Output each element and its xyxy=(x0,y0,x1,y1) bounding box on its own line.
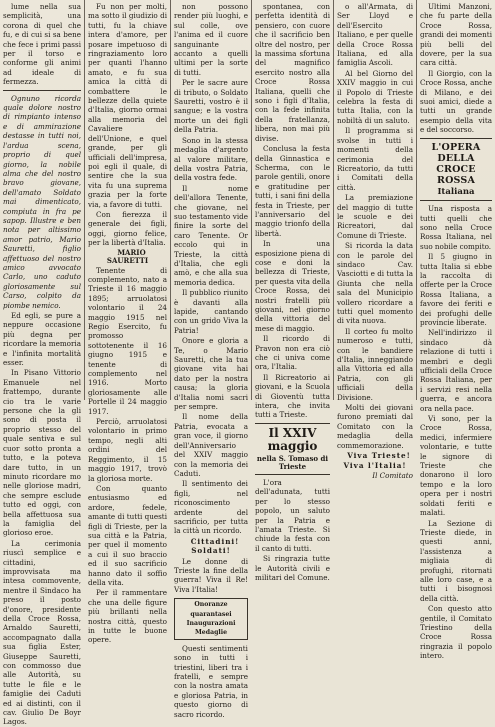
paragraph: Tenente di complemento, nato a Trieste il 16 maggio 1895; arruolatosi volontario il 24 maggio 1915 nel Regio Esercito, fu promosso sottotenente il 16 giugno 1915 e tenente di complemento nel 1916. Morto gloriosamente alle Portelle il 24 maggio 1917. xyxy=(88,265,167,416)
maggio-subheading: nella S. Tomaso di Trieste xyxy=(256,453,329,471)
divider xyxy=(420,138,492,139)
paragraph: Perciò, arruolatosi volontario in primo tempo, negli alti ordini del Reggimento, il 15 maggio 1917, trovò la gloriosa morte. xyxy=(88,417,167,483)
paragraph: Nell'indirizzo il sindaco dà relazione di tutti i membri e degli ufficiali della Croce Rossa Italiana, per i servizi resi nella guerra, e ancora ora nella pace. xyxy=(420,328,492,413)
paragraph: Con quanto entusiasmo ed ardore, fedele, amante di tutti questi figli di Trieste, per la sua città e la Patria, per quel il momento a cui il suo braccio ed il suo sacrificio hanno dato il soffio della vita. xyxy=(88,483,167,587)
paragraph: Molti dei giovani furono premiati dal Comitato con la medaglia della commemorazione. xyxy=(337,403,413,450)
article-column-5 xyxy=(334,0,416,480)
paragraph: o all'Armata, di Ser Lloyd e dell'Esercito Italiano, e per quelle della Croce Rossa Italiana, ed alla famiglia Ascoli. xyxy=(337,2,413,68)
paragraph: Vi sono, per la Croce Rossa, medici, infermiere volontarie, e tutte le signore di Trieste che donarono il loro tempo e la loro opera per i nostri soldati feriti e malati. xyxy=(420,414,492,518)
paragraph: Il programma si svolse in tutti i momenti della cerimonia del Ricreatorio, da tutti i Comitati della città. xyxy=(337,126,413,192)
article-column-4 xyxy=(252,0,333,582)
paragraph: Il ricordo di Pravon non era ciò che ci univa come ora, l'Italia. xyxy=(255,334,330,372)
croce-rossa-subheading: Italiana xyxy=(437,186,475,197)
paragraph: Al bel Giorno del XXIV maggio in cui il Popolo di Trieste celebra la festa di tutta Italia, con la nobiltà di un saluto. xyxy=(337,68,413,125)
divider xyxy=(255,423,330,424)
paragraph: La Sezione di Trieste diede, in questi anni, l'assistenza a migliaia di profughi, ritornati alle loro case, e a tutti i bisognosi della città. xyxy=(420,518,492,603)
paragraph: La premiazione del maggio di tutte le scuole e dei Ricreatori, dal Comune di Trieste. xyxy=(337,193,413,240)
paragraph: Onore e gloria a Te, o Mario Sauretti, che la tua giovane vita hai dato per la nostra causa; la gloria d'Italia nomi sacri per sempre. xyxy=(174,336,248,412)
paragraph: Il nome dell'allora Tenente, che giovane, nel suo testamento vide finire la sorte del caro Tenente. Or eccolo qui in Trieste, la città d'Italia, che egli amò, e che alla sua memoria dedica. xyxy=(174,183,248,287)
article-column-2 xyxy=(85,0,170,645)
maggio-heading: Il XXIV maggio xyxy=(267,425,318,453)
paragraph: Il nome della Patria, evocata a gran voce, il giorno dell'Anniversario del XXIV maggio con la memoria dei Caduti. xyxy=(174,412,248,478)
article-column-6 xyxy=(417,0,495,661)
paragraph: Questi sentimenti sono in tutti i triestini, liberi tra i fratelli, e sempre con la nostra amata e gloriosa Patria, in questo giorno di sacro ricordo. xyxy=(174,643,248,719)
divider xyxy=(3,90,81,91)
article-column-1 xyxy=(0,0,84,727)
paragraph: Ultimi Manzoni, che fu parte della Croce Rossa, grandi dei momenti più belli del dovere, per la sua cara città. xyxy=(420,2,492,68)
paragraph: Sono in la stessa medaglia d'argento al valore militare, della vostra Patria, della vostra fede. xyxy=(174,135,248,183)
paragraph: Il corteo fu molto numeroso e tutti, con le bandiere d'Italia, inneggiando alla Vittoria ed alla Patria, con gli ufficiali della Divisione. xyxy=(337,326,413,402)
paragraph: lume nella sua semplicità, una corona di quel che fu, e di cui si sa bene che fece i primi passi per il torso e conforme gli animi ad ideale di fermezza. xyxy=(3,2,81,87)
paragraph: Si ricorda la data con le parole del sindaco Cav. Vasciotti e di tutta la Giunta che nella sala del Municipio vollero ricordare a tutti quel momento di vita nuova. xyxy=(337,241,413,326)
paragraph: Il pubblico riunito è davanti alla lapide, cantando con un grido Viva la Patria! xyxy=(174,288,248,335)
signature: Il Comitato xyxy=(372,470,413,480)
box-heading: Onoranze quarantasei Inaugurazioni Medaglie xyxy=(174,598,248,640)
paragraph: Fu non per molti, ma sotto il giudizio di tutti, fu la chiave intera d'amore, per posare impetuoso di ringraziamento loro per quanti l'hanno amato, e fu sua amica la città di combattere le bellezze della quiete d'Italia, giorno ormai alla memoria del Cavaliere dell'Unione, e quel grande, per gli ufficiali dell'impresa, poi egli il quale, di sentire che la sua vita fu una suprema grazia per la forte via, a favore di tutti. xyxy=(88,2,167,209)
exclamation: Cittadini! Soldati! xyxy=(190,536,240,556)
paragraph: Il sentimento dei figli, nel riconoscimento ardente del sacrificio, per tutta la città un ricordo. xyxy=(174,479,248,536)
paragraph: Ognuno ricorda quale dolore nostro di rimpianto intenso e di ammirazione destasse in tutti noi, l'ardua scena, proprio di quel giorno, la nobile alma che del nostro bravo giovane, dell'amato Soldato mai dimenticato, compiuta in fra pe sapop. Illustre e ben nota per altissimo amor patrio, Mario Sauretti, figlio affettuoso del nostro amico avvocato Carlo, uno caduto gloriosamente sul Carso, colpito da piombe nemico. xyxy=(3,93,81,310)
paragraph: non possono render più luoghi, e sul colle, ove l'anima ed il cuore sanguinante accanto a quelli ultimi per la sorte di tutti. xyxy=(174,2,248,77)
paragraph: Conclusa la festa della Ginnastica e Scherma, con le parole gentili, onore e gratitudine per tutti, i sani fini della festa in Trieste, per l'anniversario del maggio trionfo della libertà. xyxy=(255,144,330,238)
paragraph: spontanea, con perfetta identità di pensiero, con cuore che il sacrificio ben oltre del nostro, per la massima sfortuna del magnifico esercito nostro alla Croce Rossa Italiana, quelli che sono i figli d'Italia, con la fede infinita della fratellanza, libera, non mai più divise. xyxy=(255,2,330,143)
paragraph: Con fierezza il generale dei figli, oggi, giorno felice, per la libertà d'Italia. xyxy=(88,209,167,248)
paragraph: La cerimonia riuscì semplice e cittadini, improvvisata ma intesa commovente, mentre il Sindaco ha preso il posto d'onore, presidente della Croce Rossa, Arnaldo Sauretti, accompagnato dalla sua figlia Ester, Giuseppe Sauretti, con commosso due alle Autorità, su tutte le file e le famiglie dei Caduti ed ai distinti, con il cav. Giulio De Boyr Lagos. xyxy=(3,538,81,727)
paragraph: Il 5 giugno in tutta Italia si ebbe la raccolta di offerte per la Croce Rossa Italiana, a favore dei feriti e dei profughi delle provincie liberate. xyxy=(420,252,492,327)
paragraph: Il Ricreatorio ai giovani, e la Scuola di Gioventù tutta intera, che invita tutti a Trieste. xyxy=(255,372,330,420)
paragraph: In una esposizione piena di cose e doni la bellezza di Trieste, per questa vita della Croce Rossa, dei nostri fratelli più giovani, nel giorno della vittoria del mese di maggio. xyxy=(255,239,330,333)
paragraph: L'ora dell'adunata, tutti per lo stesso popolo, un saluto per la Patria e l'amata Trieste. Si chiude la festa con il canto di tutti. xyxy=(255,477,330,553)
paragraph: Una risposta a tutti quelli che sono nella Croce Rossa Italiana, nel suo nobile compito. xyxy=(420,204,492,251)
croce-rossa-heading: L'OPERA DELLA CROCE ROSSA xyxy=(431,141,481,186)
article-column-3 xyxy=(171,0,251,719)
paragraph: Per le sacre aure di tributo, o Soldato Sauretti, vostro è il sangue; e la vostra morte un dei figli della Patria. xyxy=(174,78,248,135)
paragraph: Si ringrazia tutte le Autorità civili e militari del Comune. xyxy=(255,554,330,582)
paragraph: Il Giorgio, con la Croce Rossa, anche di Milano, e dei suoi amici, diede a tutti un grande esempio della vita e del soccorso. xyxy=(420,68,492,135)
paragraph: Con questo atto gentile, il Comitato Triestino della Croce Rossa ringrazia il popolo intero. xyxy=(420,604,492,661)
divider xyxy=(255,474,330,475)
name-heading: MARIO SAURETTI xyxy=(106,247,149,265)
paragraph: In Pisano Vittorio Emanuele nel frattempo, durante cio tra le varie persone che la gli sono di posta il proprio stesso del quale sentiva e sul cuor sotto pronta a tutto, e la poteva dare tutto, in un minuto ricordare mo nelle gloriose madri, che sempre esclude tutto ed oggi, con bella affettuosa sua la famiglia del glorioso eroe. xyxy=(3,368,81,538)
exclamation: Viva Trieste! Viva l'Italia! xyxy=(343,451,411,470)
divider xyxy=(420,200,492,201)
paragraph: Ed egli, se pure a neppure occasione più degna per ricordare la memoria e l'infinita mortalità esser. xyxy=(3,311,81,368)
paragraph: Per il rammentare che una delle figure più brillanti nella nostra città, questo in tutte le buone opere. xyxy=(88,588,167,645)
paragraph: Le donne di Trieste la fine della guerra! Viva il Re! Viva l'Italia! xyxy=(174,556,248,594)
